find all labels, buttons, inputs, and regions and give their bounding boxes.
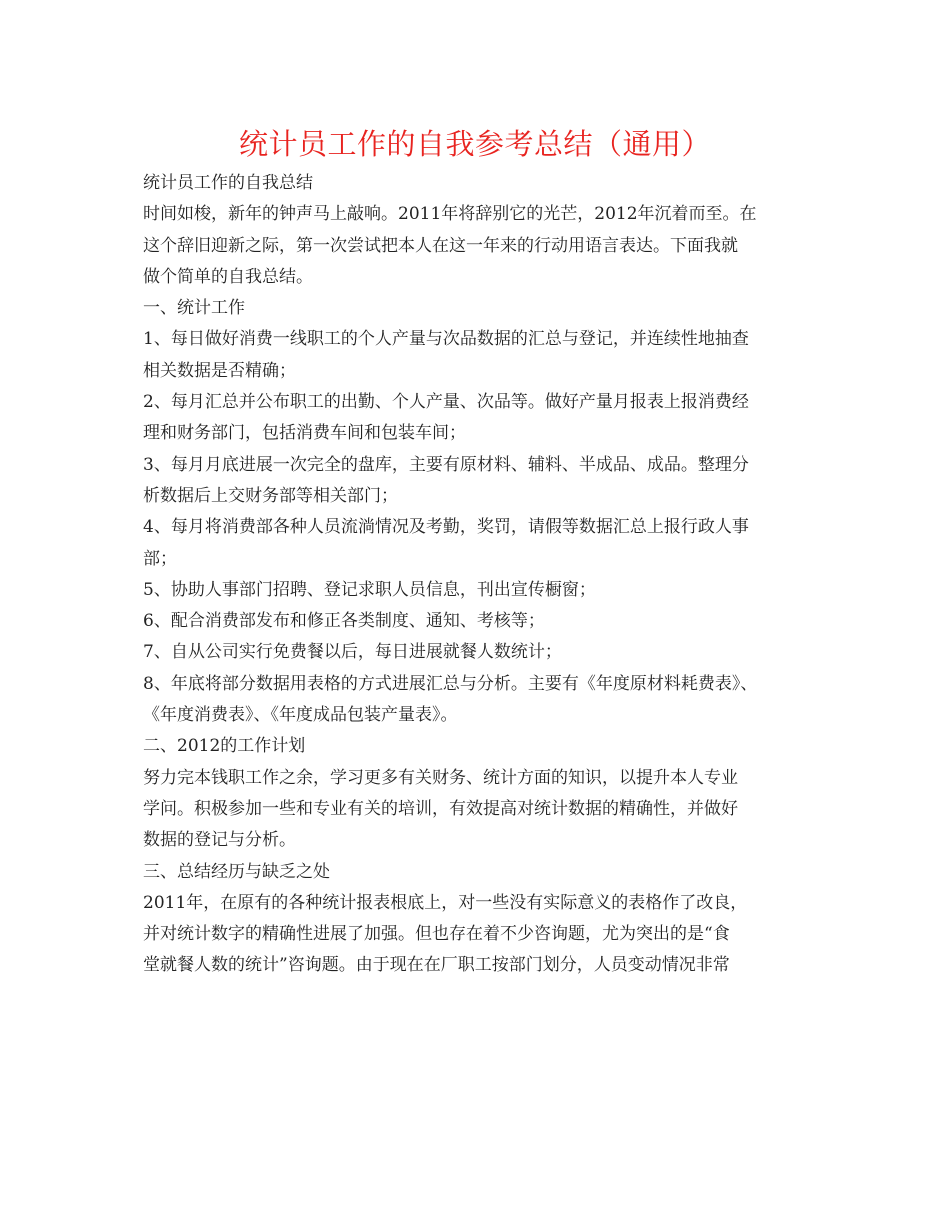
text-line: 堂就餐人数的统计”咨询题。由于现在在厂职工按部门划分，人员变动情况非常 — [143, 955, 730, 976]
text-line: 统计员工作的自我总结 — [143, 173, 313, 193]
text-line: 《年度消费表》、《年度成品包装产量表》。 — [143, 705, 458, 726]
text-line: 一、统计工作 — [143, 298, 245, 319]
document-title: 统计员工作的自我参考总结（通用） — [238, 127, 711, 161]
text-line: 三、总结经历与缺乏之处 — [143, 861, 330, 882]
text-line: 做个简单的自我总结。 — [143, 266, 313, 287]
text-line: 5、协助人事部门招聘、登记求职人员信息，刊出宣传橱窗； — [143, 579, 596, 600]
document-body — [143, 168, 823, 982]
text-line: 4、每月将消费部各种人员流淌情况及考勤，奖罚，请假等数据汇总上报行政人事 — [143, 517, 749, 538]
text-line: 6、配合消费部发布和修正各类制度、通知、考核等； — [143, 611, 545, 632]
text-line: 相关数据是否精确； — [143, 360, 296, 381]
text-line: 二、2012的工作计划 — [143, 736, 306, 757]
text-line: 8、年底将部分数据用表格的方式进展汇总与分析。主要有《年度原材料耗费表》、 — [143, 673, 758, 694]
text-line: 时间如梭，新年的钟声马上敲响。2011年将辞别它的光芒，2012年沉着而至。在 — [143, 204, 757, 225]
text-line: 这个辞旧迎新之际，第一次尝试把本人在这一年来的行动用语言表达。下面我就 — [143, 235, 738, 256]
text-line: 理和财务部门，包括消费车间和包装车间； — [143, 423, 466, 444]
text-line: 学问。积极参加一些和专业有关的培训，有效提高对统计数据的精确性，并做好 — [143, 798, 738, 819]
text-line: 2、每月汇总并公布职工的出勤、个人产量、次品等。做好产量月报表上报消费经 — [143, 392, 749, 413]
text-line: 2011年，在原有的各种统计报表根底上，对一些没有实际意义的表格作了改良， — [143, 892, 748, 913]
text-line: 7、自从公司实行免费餐以后，每日进展就餐人数统计； — [143, 642, 562, 663]
text-line: 部； — [143, 548, 177, 569]
text-line: 3、每月月底进展一次完全的盘库，主要有原材料、辅料、半成品、成品。整理分 — [143, 454, 749, 475]
text-line: 数据的登记与分析。 — [143, 830, 296, 851]
text-line: 1、每日做好消费一线职工的个人产量与次品数据的汇总与登记，并连续性地抽查 — [143, 329, 749, 350]
text-line: 析数据后上交财务部等相关部门； — [143, 485, 398, 506]
text-line: 并对统计数字的精确性进展了加强。但也存在着不少咨询题，尤为突出的是“食 — [143, 924, 730, 945]
text-line: 努力完本钱职工作之余，学习更多有关财务、统计方面的知识，以提升本人专业 — [143, 767, 738, 788]
